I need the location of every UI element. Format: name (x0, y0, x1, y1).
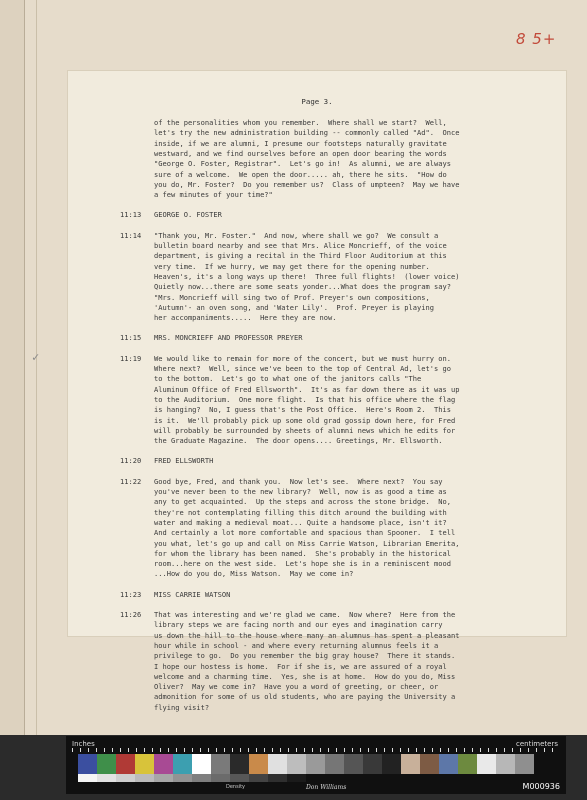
timestamp: 11:22 (120, 476, 142, 486)
text-line: us down the hill to the house where many an alumnus has spent a pleasant (154, 630, 460, 640)
binder-spine (0, 0, 25, 735)
text-line: I hope our hostess is home. For if she is, we are assured of a royal (154, 661, 447, 671)
text-line: And certainly a lot more comfortable and spacious than Spooner. I tell (154, 528, 456, 538)
text-line: to the Auditorium. One more flight. Is that his office where the flag (154, 394, 456, 404)
timestamp: 11:26 (120, 610, 142, 619)
timestamp: 11:15 (120, 333, 142, 343)
text-line: flying visit? (154, 702, 210, 712)
text-line: Quietly now...there are some seats yonder...What does the program say? (154, 282, 451, 292)
text-line: Oliver? May we come in? Have you a word of greeting, or cheer, or (154, 682, 439, 692)
text-line: Where next? Well, since we've been to the top of Central Ad, let's go (154, 364, 451, 373)
text-line: of the personalities whom you remember. Where shall we start? Well, (154, 118, 447, 127)
text-line: for whom the library has been named. She's probably in the historical (154, 548, 451, 558)
target-cm-label: centimeters (516, 740, 558, 748)
target-brand: Don Williams (306, 784, 347, 791)
text-line: you what, let's go up and call on Miss Carrie Watson, Librarian Emerita, (154, 538, 460, 548)
text-line: welcome and a charming time. Yes, she is at home. How do you do, Miss (154, 671, 456, 681)
text-line: "George O. Foster, Registrar". Let's go in! As alumni, we are always (154, 159, 451, 169)
density-label: Density (226, 784, 246, 790)
text-line: ...How do you do, Miss Watson. May we come in? (154, 569, 354, 579)
text-line: MISS CARRIE WATSON (154, 589, 231, 599)
text-line: you do, Mr. Foster? Do you remember us? Class of umpteen? May we have (154, 179, 460, 189)
color-patches (78, 754, 534, 774)
text-line: her accompaniments..... Here they are now. (154, 313, 337, 323)
text-line: MRS. MONCRIEFF AND PROFESSOR PREYER (154, 333, 303, 343)
timestamp: 11:13 (120, 210, 142, 220)
corner-handwritten-note: 8 5+ (516, 30, 557, 48)
color-calibration-target (66, 736, 566, 794)
text-line: That was interesting and we're glad we came. Now where? Here from the (154, 610, 456, 619)
text-line: westward, and we find ourselves before an open door bearing the words (154, 148, 447, 158)
text-line: water and making a medieval moat... Quite a handsome place, isn't it? (154, 517, 447, 527)
text-line: you've never been to the new library? Well, now is as good a time as (154, 487, 447, 496)
checkmark-mark: ✓ (32, 350, 40, 364)
typed-sheet (68, 71, 566, 712)
text-line: FRED ELLSWORTH (154, 456, 214, 466)
target-inches-label: Inches (72, 740, 95, 748)
text-line: Good bye, Fred, and thank you. Now let's see. Where next? You say (154, 476, 443, 486)
text-line: GEORGE O. FOSTER (154, 210, 222, 220)
text-line: the Graduate Magazine. The door opens.... Greetings, Mr. Ellsworth. (154, 436, 443, 446)
text-line: let's try the new administration building -- commonly called "Ad". Once (154, 128, 460, 138)
timestamp: 11:14 (120, 230, 142, 240)
text-line: Heaven's, it's a long ways up there! Three full flights! (lower voice) (154, 271, 460, 281)
text-line: hour while in school - and where every returning alumnus feels it a (154, 640, 439, 650)
text-line: library steps we are facing north and our eyes and imagination carry (154, 620, 443, 630)
gray-scale-strip (78, 774, 306, 782)
text-line: to the bottom. Let's go to what one of the janitors calls "The (154, 374, 422, 384)
fold-line (36, 0, 37, 735)
text-line: room...here on the west side. Let's hope she is in a reminiscent mood (154, 559, 451, 569)
archive-code: M000936 (522, 782, 560, 791)
text-line: "Mrs. Moncrieff will sing two of Prof. Preyer's own compositions, (154, 292, 430, 302)
text-line: is hanging? No, I guess that's the Post Office. Here's Room 2. This (154, 405, 451, 415)
text-line: will probably be surrounded by sheets of alumni news which he edits for (154, 425, 456, 435)
text-line: a few minutes of your time?" (154, 190, 273, 200)
text-line: Aluminum Office of Fred Ellsworth". It's as far down there as it was up (154, 384, 460, 394)
text-line: bulletin board nearby and see that Mrs. Alice Moncrieff, of the voice (154, 241, 447, 250)
text-line: We would like to remain for more of the concert, but we must hurry on. (154, 353, 451, 363)
timestamp: 11:23 (120, 589, 142, 599)
timestamp: 11:20 (120, 456, 142, 466)
text-line: admonition for some of us old students, who are paying the University a (154, 692, 456, 702)
text-line: inside, if we are alumni, I presume our footsteps naturally gravitate (154, 138, 447, 148)
text-line: department, is giving a recital in the Third Floor Auditorium at this (154, 251, 447, 261)
text-line: very time. If we hurry, we may get there for the opening number. (154, 261, 430, 271)
text-line: they're not contemplating filling this ditch around the building with (154, 507, 447, 517)
text-line: "Thank you, Mr. Foster." And now, where shall we go? We consult a (154, 230, 439, 240)
text-line: 'Autumn'- an oven song, and 'Water Lily'. Prof. Preyer is playing (154, 302, 435, 312)
page-number: Page 3. (301, 97, 333, 106)
target-ruler (72, 748, 560, 752)
text-line: any to get acquainted. Up the steps and across the stone bridge. No, (154, 497, 451, 507)
text-line: is it. We'll probably pick up some old grad gossip down here, for Fred (154, 415, 456, 425)
timestamp: 11:19 (120, 353, 142, 363)
text-line: privilege to go. Do you remember the big gray house? There it stands. (154, 651, 456, 661)
text-line: sure of a welcome. We open the door..... ah, there he sits. "How do (154, 169, 447, 179)
